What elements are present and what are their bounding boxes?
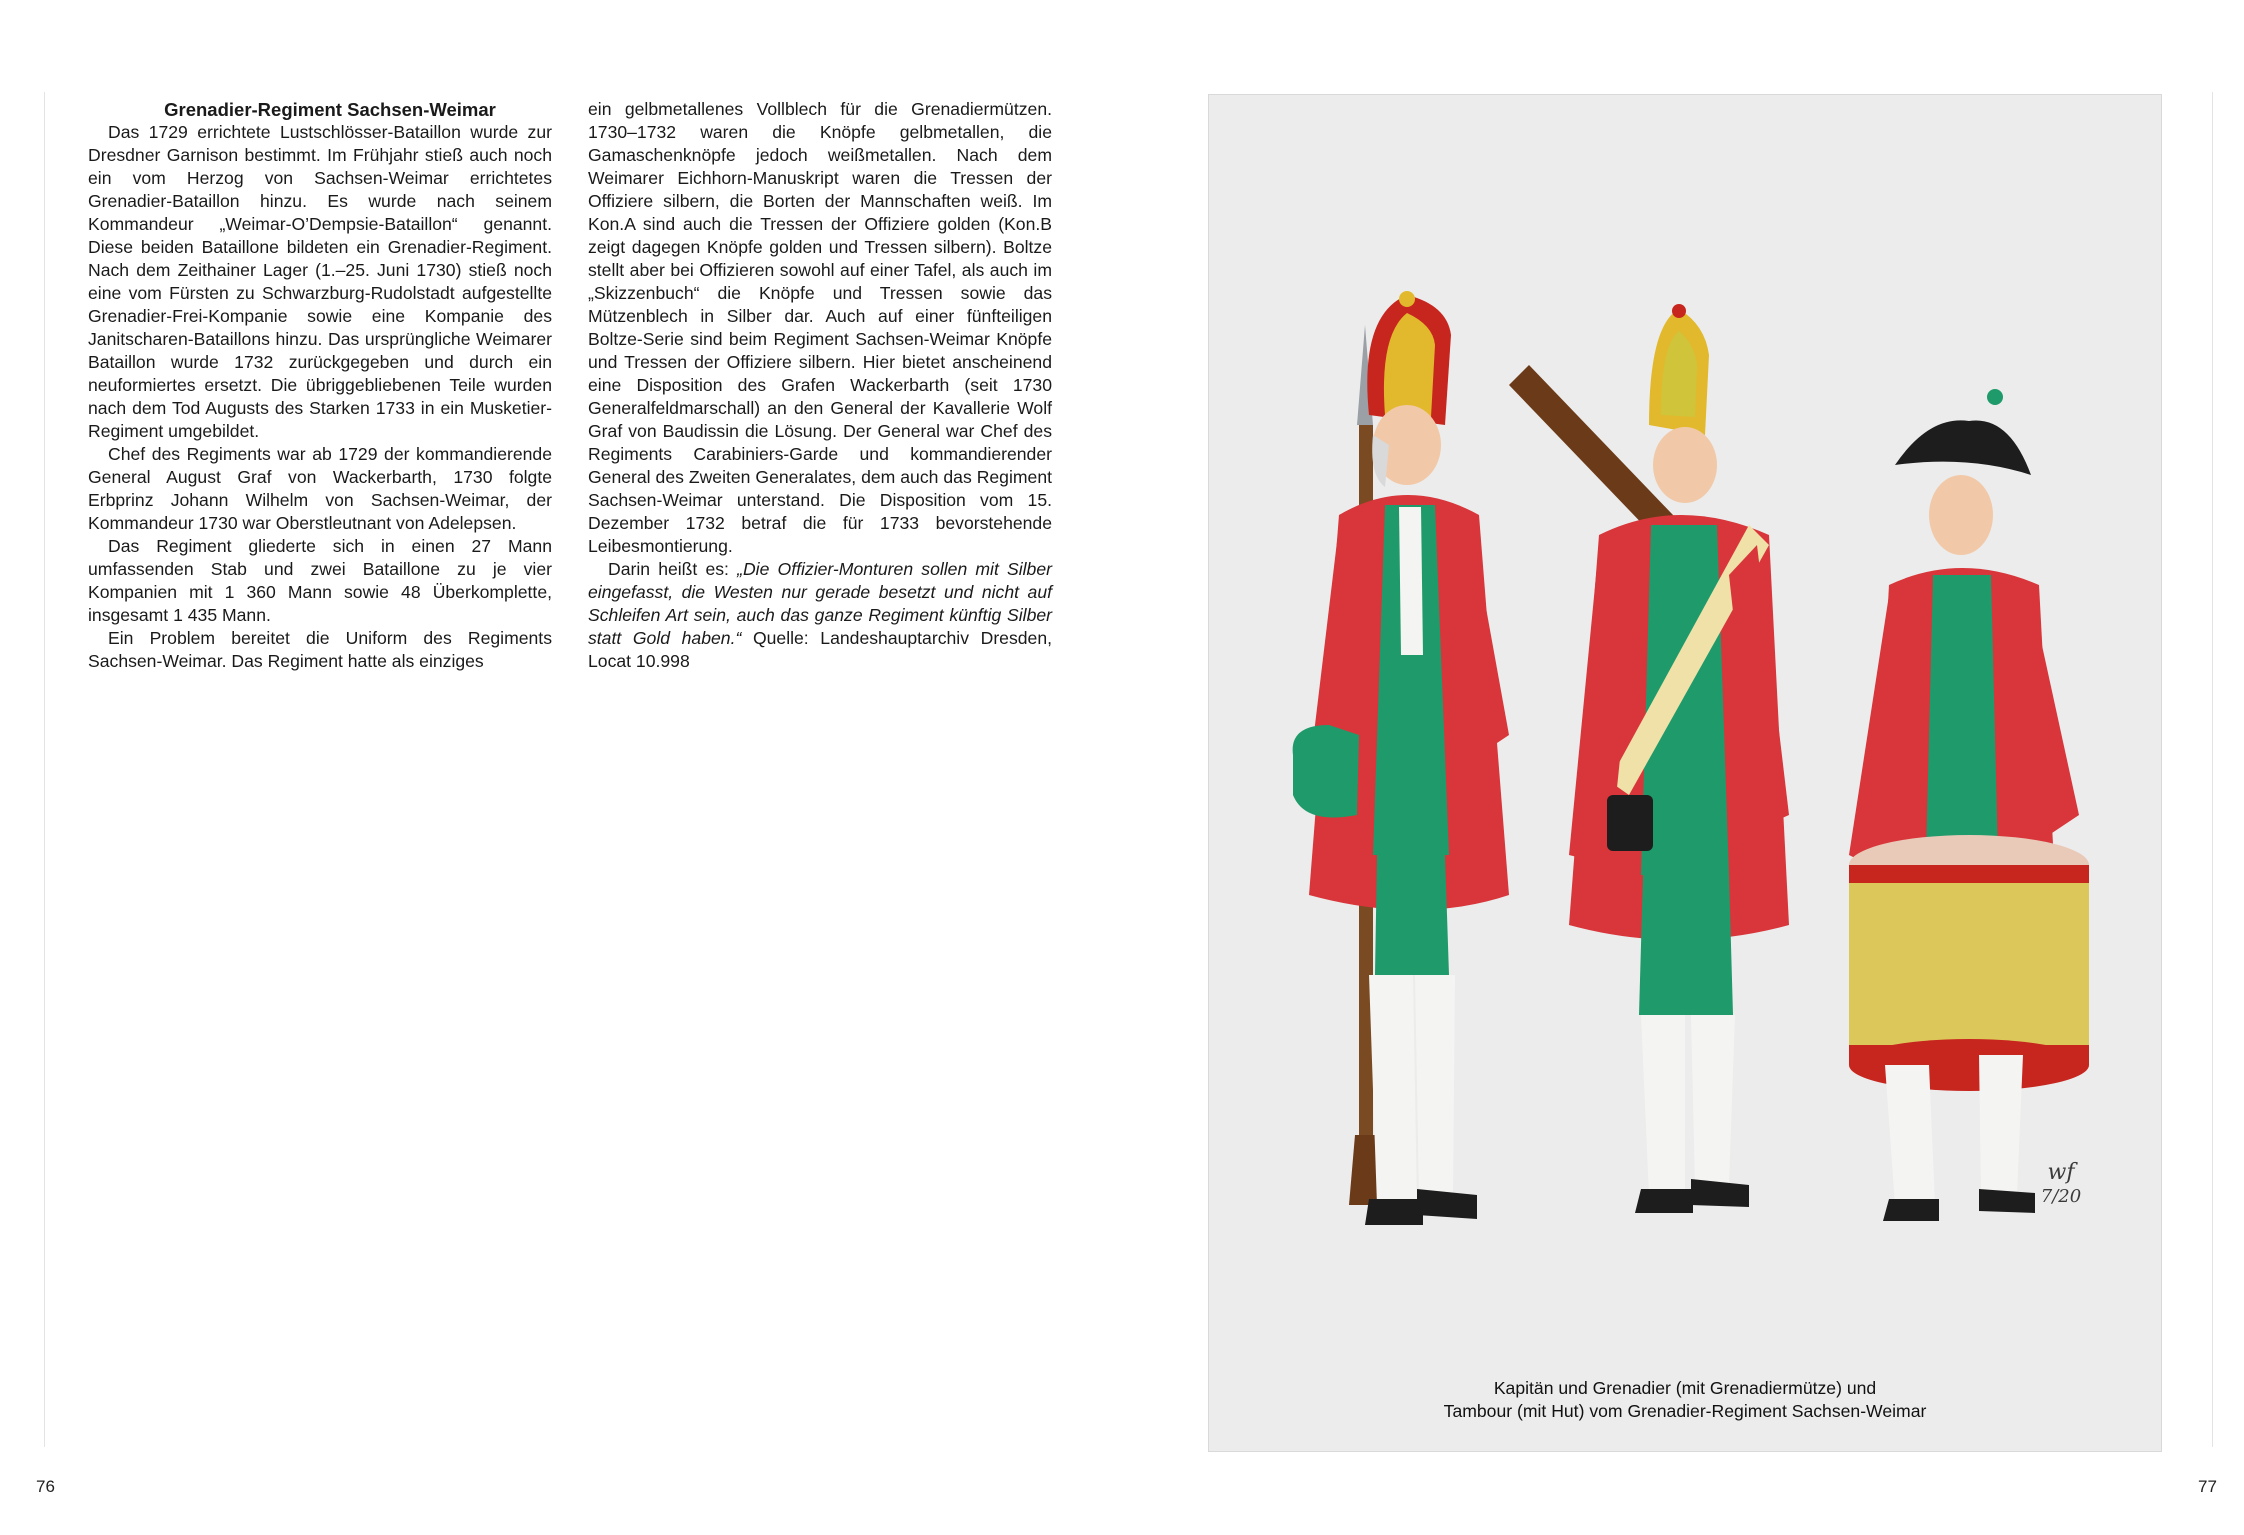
article-heading: Grenadier-Regiment Sachsen-Weimar [164,99,496,120]
figure-caption [1209,1377,2161,1423]
paragraph-5: ein gelbmetallenes Vollblech für die Grenadiermützen. 1730–1732 waren die Knöpfe gelbmetallen, die Gamaschenknöpfe jedoch weißmetallen. Nach dem Weimarer Eichhorn-Manuskript waren die Tressen der Offiziere silbern, die Borten der Mannschaften weiß. Im Kon.A sind auch die Tressen der Offiziere golden (Kon.B zeigt dagegen Knöpfe golden und Tressen silbern). Boltze stellt aber bei Offizieren sowohl auf einer Tafel, als auch im „Skizzenbuch“ die Knöpfe und Tressen sowie das Mützenblech in Silber dar. Auch auf einer fünfteiligen Boltze-Serie sind beim Regiment Sachsen-Weimar Knöpfe und Tressen der Offiziere silbern. Hier bietet anscheinend eine Disposition des Grafen Wackerbarth (seit 1730 Generalfeldmarschall) an den General der Kavallerie Wolf Graf von Baudissin die Lösung. Der General war Chef des Regiments Carabiniers-Garde und kommandierender General des Zweiten Generalates, dem auch das Regiment Sachsen-Weimar unterstand. Die Disposition vom 15. Dezember 1732 betraf die für 1733 bevorstehende Leibesmontierung. [588,99,1052,556]
caption-line-1: Kapitän und Grenadier (mit Grenadiermütze) und [1493,1378,1877,1398]
uniform-illustration [1209,95,2163,1453]
quote-source: Quelle: Landeshauptarchiv Dresden, Locat 10.998 [588,628,1052,671]
quote-lead: Darin heißt es: [608,559,738,579]
right-page-edge-rule [2212,92,2213,1447]
quote-text: „Die Offizier-Monturen sollen mit Silber eingefasst, die Westen nur gerade besetzt und nicht auf Schleifen Art sein, auch das ganze Regiment künftig Silber statt Gold haben.“ [588,559,1052,648]
paragraph-3: Das Regiment gliederte sich in einen 27 Mann umfassenden Stab und zwei Bataillone zu je vier Kompanien mit 1 360 Mann sowie 48 Überkomplette, insgesamt 1 435 Mann. [88,536,552,625]
left-column-2 [588,98,1052,673]
right-page-number: 77 [2198,1477,2217,1496]
signature-date: 7/20 [2040,1186,2082,1207]
paragraph-6 [588,558,1052,673]
illustration-figure [1208,94,2162,1452]
artist-signature [2021,1161,2101,1209]
figure-grenadier [1509,304,1789,1213]
left-page-edge-rule [44,92,45,1447]
left-column-1 [88,98,552,673]
paragraph-1: Das 1729 errichtete Lustschlösser-Bataillon wurde zur Dresdner Garnison bestimmt. Im Frühjahr stieß auch noch ein vom Herzog von Sachsen-Weimar errichtetes Grenadier-Bataillon hinzu. Es wurde nach seinem Kommandeur „Weimar-O’Dempsie-Bataillon“ genannt. Diese beiden Bataillone bildeten ein Grenadier-Regiment. Nach dem Zeithainer Lager (1.–25. Juni 1730) stieß noch eine vom Fürsten zu Schwarzburg-Rudolstadt aufgestellte Grenadier-Frei-Kompanie sowie eine Kompanie des Janitscharen-Bataillons hinzu. Das ursprüngliche Weimarer Bataillon wurde 1732 zurückgegeben und durch ein neuformiertes ersetzt. Die übriggebliebenen Teile wurden nach dem Tod Augusts des Starken 1733 in ein Musketier-Regiment umgebildet. [88,122,552,441]
paragraph-2: Chef des Regiments war ab 1729 der kommandierende General August Graf von Wackerbarth, 1730 folgte Erbprinz Johann Wilhelm von Sachsen-Weimar, der Kommandeur 1730 war Oberstleutnant von Adelepsen. [88,444,552,533]
figure-kapitaen [1293,291,1509,1225]
figure-tambour [1849,389,2089,1221]
left-page-number: 76 [36,1477,55,1496]
signature-initials: wf [2047,1160,2075,1185]
paragraph-4: Ein Problem bereitet die Uniform des Regiments Sachsen-Weimar. Das Regiment hatte als einziges [88,628,552,671]
caption-line-2: Tambour (mit Hut) vom Grenadier-Regiment Sachsen-Weimar [1443,1401,1927,1421]
